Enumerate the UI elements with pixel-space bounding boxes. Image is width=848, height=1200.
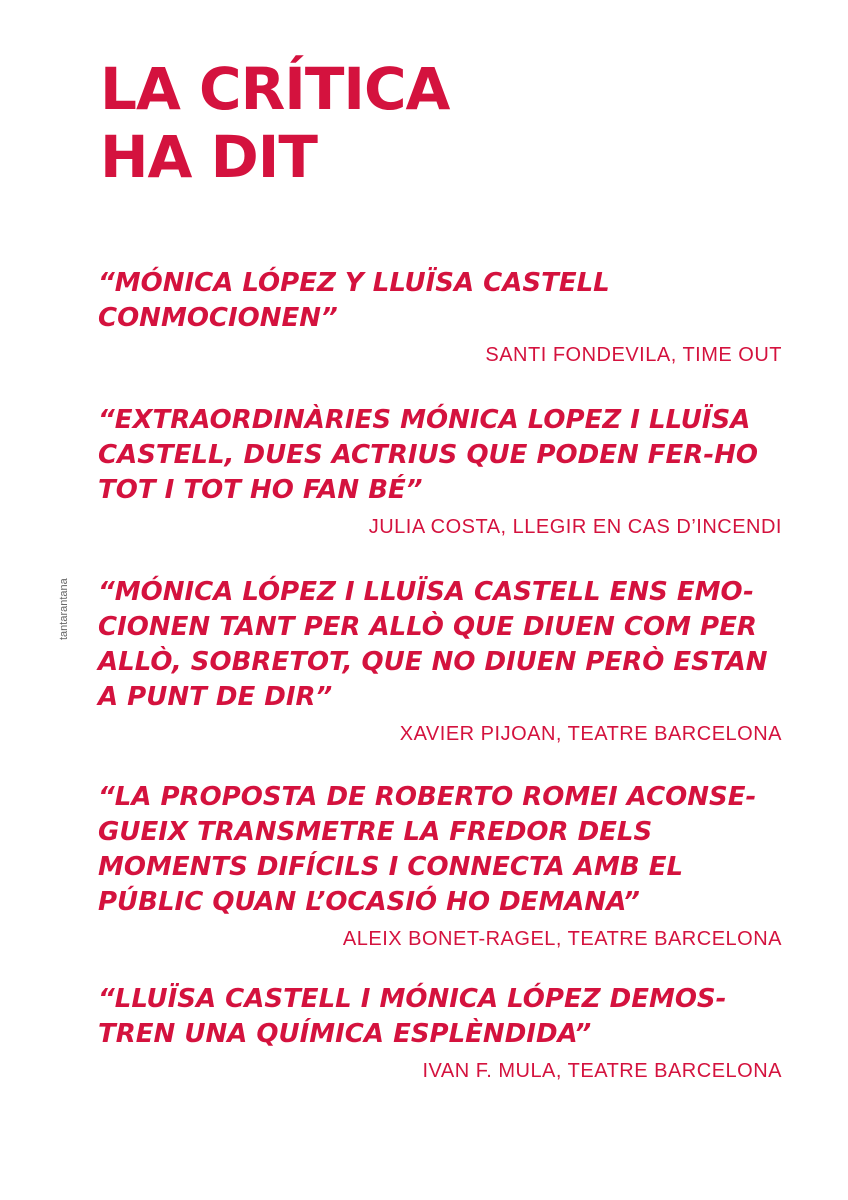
quote-line: TOT I TOT HO FAN BÉ” [98,475,423,505]
review-quote [98,982,788,1052]
review-source: SANTI FONDEVILA, TIME OUT [485,344,782,366]
review-quote [98,780,788,920]
quote-line: CIONEN TANT PER ALLÒ QUE DIUEN COM PER [98,612,757,642]
quote-line: “EXTRAORDINÀRIES MÓNICA LOPEZ I LLUÏSA [98,405,751,435]
review-source: IVAN F. MULA, TEATRE BARCELONA [422,1060,782,1082]
quote-line: ALLÒ, SOBRETOT, QUE NO DIUEN PERÒ ESTAN [98,647,768,677]
quote-line: “MÓNICA LÓPEZ Y LLUÏSA CASTELL [98,268,610,298]
quote-line: MOMENTS DIFÍCILS I CONNECTA AMB EL [98,852,684,882]
review-item [98,982,788,1084]
page-title-line: HA DIT [100,123,317,191]
quote-line: CASTELL, DUES ACTRIUS QUE PODEN FER-HO [98,440,758,470]
quote-line: “MÓNICA LÓPEZ I LLUÏSA CASTELL ENS EMO- [98,577,754,607]
review-quote [98,403,788,508]
page-title [100,55,660,191]
quote-line: CONMOCIONEN” [98,303,338,333]
side-label: tantarantana [58,578,70,640]
review-quote [98,266,788,336]
review-quote [98,575,788,715]
quote-line: TREN UNA QUÍMICA ESPLÈNDIDA” [98,1019,592,1049]
review-source: ALEIX BONET-RAGEL, TEATRE BARCELONA [342,928,782,950]
quote-line: “LA PROPOSTA DE ROBERTO ROMEI ACONSE- [98,782,757,812]
review-item [98,403,788,540]
page-title-line: LA CRÍTICA [100,55,450,123]
quote-line: “LLUÏSA CASTELL I MÓNICA LÓPEZ DEMOS- [98,984,727,1014]
review-source: JULIA COSTA, LLEGIR EN CAS D’INCENDI [368,516,782,538]
quote-line: A PUNT DE DIR” [98,682,333,712]
quote-line: GUEIX TRANSMETRE LA FREDOR DELS [98,817,653,847]
review-item [98,266,788,368]
review-item [98,575,788,747]
review-source: XAVIER PIJOAN, TEATRE BARCELONA [399,723,782,745]
review-item [98,780,788,952]
quote-line: PÚBLIC QUAN L’OCASIÓ HO DEMANA” [98,887,640,917]
